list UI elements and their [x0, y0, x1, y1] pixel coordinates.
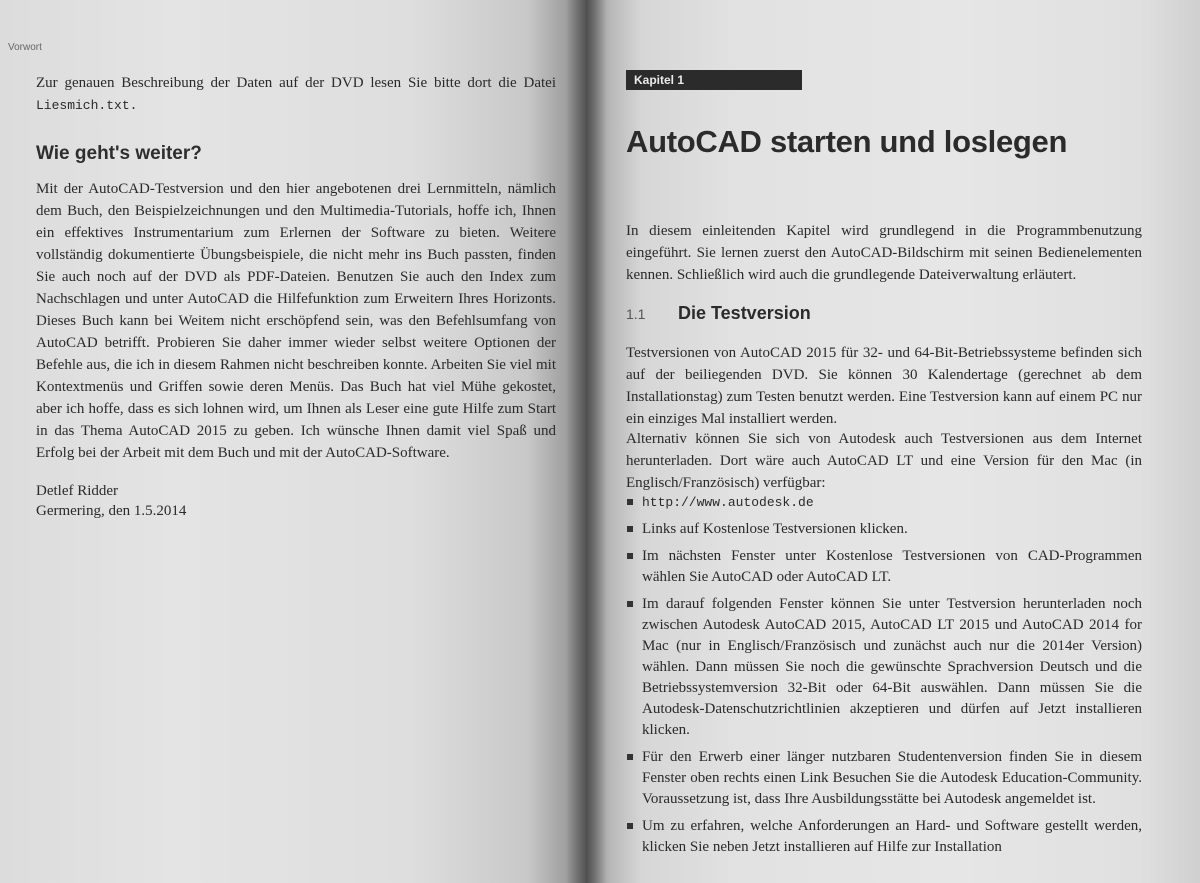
book-gutter-shadow [566, 0, 606, 883]
chapter-label: Kapitel 1 [626, 70, 802, 90]
section-heading: Wie geht's weiter? [36, 143, 202, 164]
list-item: Um zu erfahren, welche Anforderungen an Hard- und Software gestellt werden, klicken Sie neben Jetzt installieren auf Hilfe zur Installation [626, 816, 1142, 858]
intro-paragraph [36, 72, 556, 117]
chapter-title: AutoCAD starten und loslegen [626, 124, 1068, 159]
signature-place-date: Germering, den 1.5.2014 [36, 503, 187, 519]
instruction-list [626, 492, 1142, 864]
signature-name: Detlef Ridder [36, 483, 119, 499]
list-item: Für den Erwerb einer länger nutzbaren Studentenversion finden Sie in diesem Fenster oben rechts einen Link Besuchen Sie die Autodesk Education-Community. Voraussetzung ist, dass Ihre Ausbildungsstätte bei Autodesk angemeldet ist. [626, 747, 1142, 810]
list-item: Im nächsten Fenster unter Kostenlose Testversionen von CAD-Programmen wählen Sie AutoCAD oder AutoCAD LT. [626, 546, 1142, 588]
section-number: 1.1 [626, 306, 646, 322]
intro-filename: Liesmich.txt. [36, 98, 138, 113]
list-item: Links auf Kostenlose Testversionen klicken. [626, 519, 1142, 540]
testversion-paragraph: Testversionen von AutoCAD 2015 für 32- und 64-Bit-Betriebssysteme befinden sich auf der beiliegenden DVD. Sie können 30 Kalendertage (gerechnet ab dem Installationstag) zum Testen benutzt werden. Eine Testversion kann auf einem PC nur ein einziges Mal installiert werden. [626, 345, 1142, 427]
body-paragraph: Mit der AutoCAD-Testversion und den hier angebotenen drei Lernmitteln, nämlich dem Buch, den Beispielzeichnungen und den Multimedia-Tutorials, hoffe ich, Ihnen ein effektives Instrumentarium zum Erlernen der Software zu bieten. Weitere vollständig dokumentierte Übungsbeispiele, die nicht mehr ins Buch passten, finden Sie auch noch auf der DVD als PDF-Dateien. Benutzen Sie auch den Index zum Nachschlagen und unter AutoCAD die Hilfefunktion zum Erweitern Ihres Horizonts. Dieses Buch kann bei Weitem nicht erschöpfend sein, was den Befehlsumfang von AutoCAD betrifft. Probieren Sie daher immer wieder selbst weitere Optionen der Befehle aus, die ich in diesem Rahmen nicht beschreiben konnte. Arbeiten Sie viel mit Kontextmenüs und Griffen sowie deren Menüs. Das Buch hat viel Mühe gekostet, aber ich hoffe, dass es sich lohnen wird, um Ihnen als Leser eine gute Hilfe zum Start in das Thema AutoCAD 2015 zu geben. Ich wünsche Ihnen damit viel Spaß und Erfolg bei der Arbeit mit dem Buch und mit der AutoCAD-Software. [36, 181, 556, 461]
section-title: Die Testversion [678, 303, 811, 323]
right-page [586, 0, 1200, 883]
alternative-paragraph: Alternativ können Sie sich von Autodesk auch Testversionen aus dem Internet herunterladen. Dort wäre auch AutoCAD LT und eine Version für den Mac (in Englisch/Französisch) verfügbar: [626, 431, 1142, 491]
list-item: Im darauf folgenden Fenster können Sie unter Testversion herunterladen noch zwischen Autodesk AutoCAD 2015, AutoCAD LT 2015 und AutoCAD 2014 for Mac (nur in Englisch/Französisch und zunächst auch nur die 2014er Version) wählen. Dann müssen Sie noch die gewünschte Sprachversion Deutsch und die Betriebssystemversion 32-Bit oder 64-Bit auswählen. Dann müssen Sie die Autodesk-Datenschutzrichtlinien akzeptieren und dürfen auf Jetzt installieren klicken. [626, 594, 1142, 741]
intro-text: Zur genauen Beschreibung der Daten auf der DVD lesen Sie bitte dort die Datei [36, 75, 556, 91]
left-page [0, 0, 586, 883]
running-head: Vorwort [8, 42, 42, 53]
list-item: http://www.autodesk.de [626, 492, 1142, 513]
section-heading-1-1 [626, 303, 811, 324]
chapter-intro: In diesem einleitenden Kapitel wird grundlegend in die Programmbenutzung eingeführt. Sie lernen zuerst den AutoCAD-Bildschirm mit seinen Bedienelementen kennen. Schließlich wird auch die grundlegende Dateiverwaltung erläutert. [626, 223, 1142, 283]
